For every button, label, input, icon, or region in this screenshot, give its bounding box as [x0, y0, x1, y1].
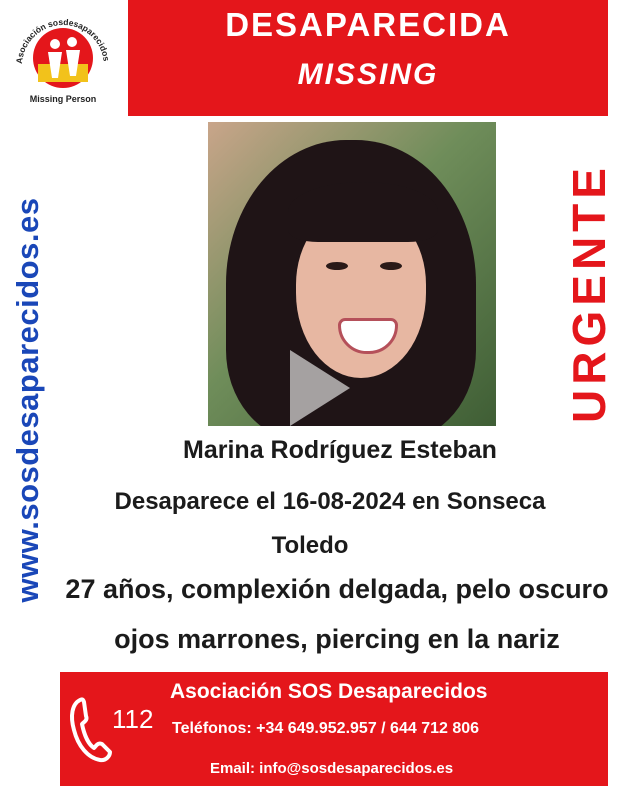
- logo-caption: Missing Person: [29, 94, 97, 104]
- disappearance-date-place: Desaparece el 16-08-2024 en Sonseca: [114, 488, 546, 515]
- website-vertical-text[interactable]: www.sosdesaparecidos.es: [10, 197, 45, 603]
- header-title-es: DESAPARECIDA: [225, 6, 511, 43]
- emergency-number[interactable]: 112: [112, 704, 154, 734]
- description-line-2: ojos marrones, piercing en la nariz: [114, 624, 560, 654]
- person-name: Marina Rodríguez Esteban: [183, 436, 497, 464]
- association-logo: [8, 6, 118, 106]
- logo-emblem-icon: [8, 6, 118, 98]
- header-title-en: MISSING: [297, 58, 439, 91]
- phone-icon: [66, 694, 116, 766]
- play-icon[interactable]: [290, 350, 350, 426]
- photo-bangs: [288, 182, 438, 242]
- urgent-vertical-text: URGENTE: [563, 163, 615, 423]
- disappearance-province: Toledo: [271, 532, 349, 559]
- photo-left-eye: [326, 262, 348, 270]
- organization-name: Asociación SOS Desaparecidos: [170, 680, 488, 703]
- missing-header-banner: [128, 0, 608, 116]
- missing-person-photo: [208, 122, 496, 426]
- phone-numbers[interactable]: Teléfonos: +34 649.952.957 / 644 712 806: [172, 720, 480, 737]
- photo-right-eye: [380, 262, 402, 270]
- logo-arc-text: Asociación sosdesaparecidos: [13, 16, 112, 65]
- contact-email[interactable]: Email: info@sosdesaparecidos.es: [210, 760, 454, 777]
- description-line-1: 27 años, complexión delgada, pelo oscuro: [65, 574, 609, 604]
- contact-footer: [60, 672, 608, 786]
